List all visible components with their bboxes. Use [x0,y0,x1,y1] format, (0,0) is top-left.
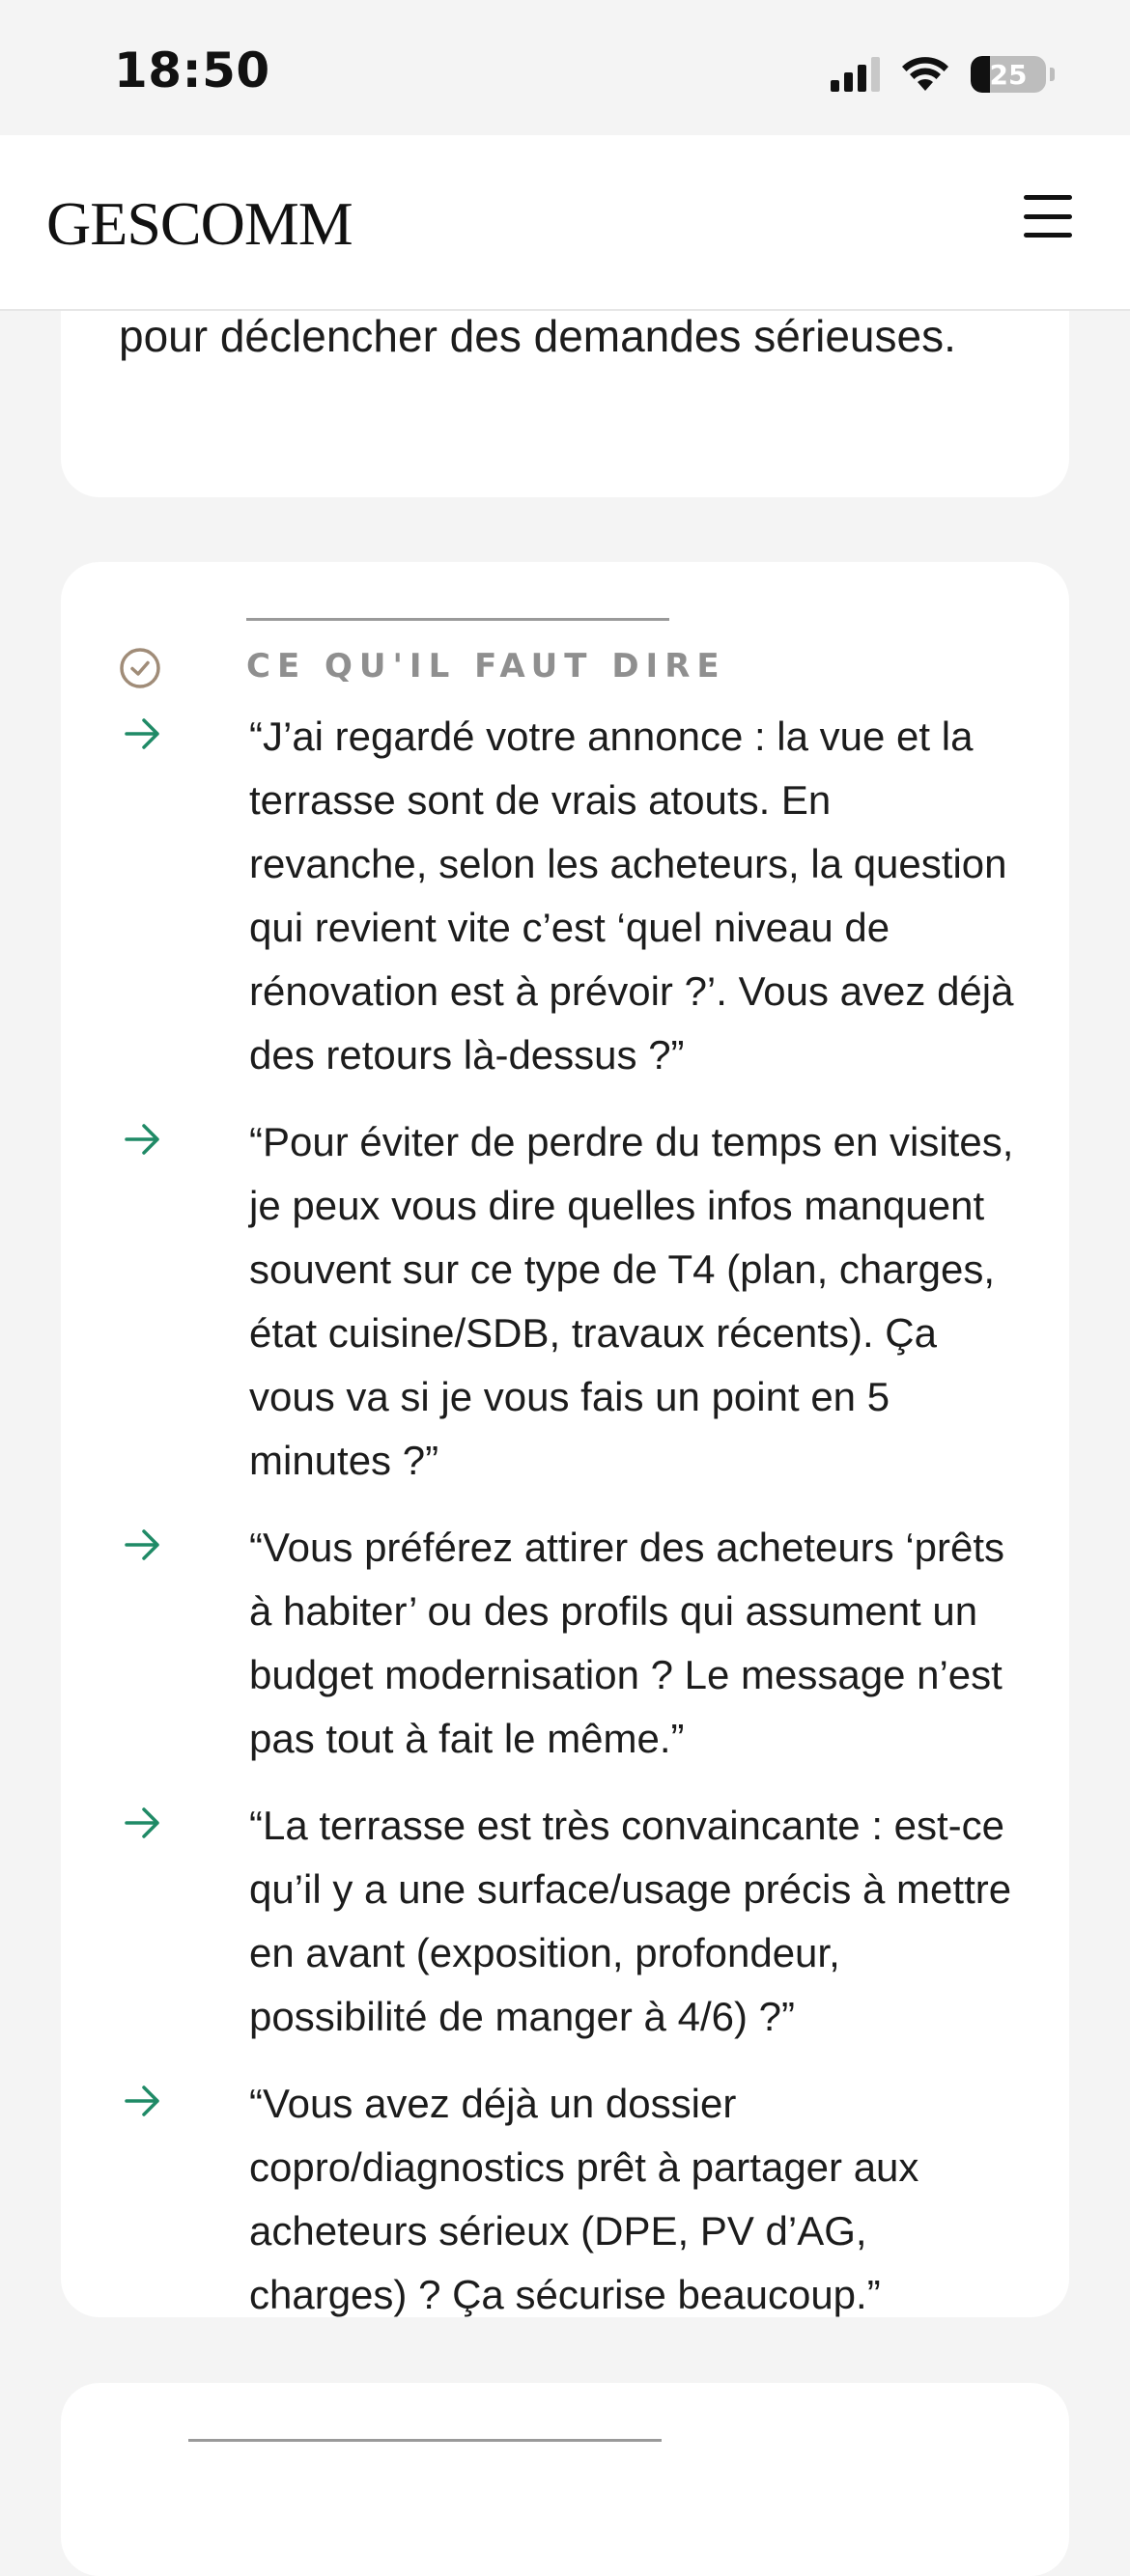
tip-text: “La terrasse est très convaincante : est-ce qu’il y a une surface/usage précis à mettre en avant (exposition, profondeur, possibilité de manger à 4/6) ?” [249,1803,1012,2039]
tip-text: “Vous préférez attirer des acheteurs ‘prêts à habiter’ ou des profils qui assument un budget modernisation ? Le message n’est pas tout à fait le même.” [249,1525,1005,1761]
status-icons [831,50,1055,98]
status-bar [0,0,1130,135]
battery-cap [1050,68,1055,81]
list-item [119,2072,1019,2327]
tip-text: “Vous avez déjà un dossier copro/diagnostics prêt à partager aux acheteurs sérieux (DPE, PV d’AG, charges) ? Ça sécurise beaucoup.” [249,2081,919,2317]
intro-text: pour déclencher des demandes sérieuses. [119,311,956,361]
cellular-signal-icon [831,57,880,92]
hamburger-menu-icon[interactable] [1024,195,1072,238]
section-rule [188,2439,662,2442]
site-logo[interactable]: GESCOMM [46,189,353,258]
arrow-right-icon [124,2082,162,2120]
list-item [119,1794,1019,2049]
battery-icon [971,56,1046,93]
arrow-right-icon [124,1526,162,1564]
wifi-icon [901,56,949,93]
what-to-say-card [61,562,1069,2317]
tips-list [119,705,1019,2350]
arrow-right-icon [124,1804,162,1842]
arrow-right-icon [124,1120,162,1159]
section-title: CE QU'IL FAUT DIRE [246,647,726,686]
list-item [119,1516,1019,1771]
status-time: 18:50 [114,42,270,98]
battery-percent: 25 [989,58,1028,91]
site-header [0,135,1130,311]
tip-text: “Pour éviter de perdre du temps en visites, je peux vous dire quelles infos manquent souvent sur ce type de T4 (plan, charges, état cuisine/SDB, travaux récents). Ça vous va si je vous fais un point en 5 minutes ?” [249,1119,1014,1483]
check-circle-icon [119,647,161,689]
section-rule [246,618,669,621]
arrow-right-icon [124,714,162,753]
next-card [61,2383,1069,2576]
tip-text: “J’ai regardé votre annonce : la vue et la terrasse sont de vrais atouts. En revanche, selon les acheteurs, la question qui revient vite c’est ‘quel niveau de rénovation est à prévoir ?’. Vous avez déjà des retours là-dessus ?” [249,714,1014,1078]
list-item [119,1110,1019,1493]
list-item [119,705,1019,1087]
